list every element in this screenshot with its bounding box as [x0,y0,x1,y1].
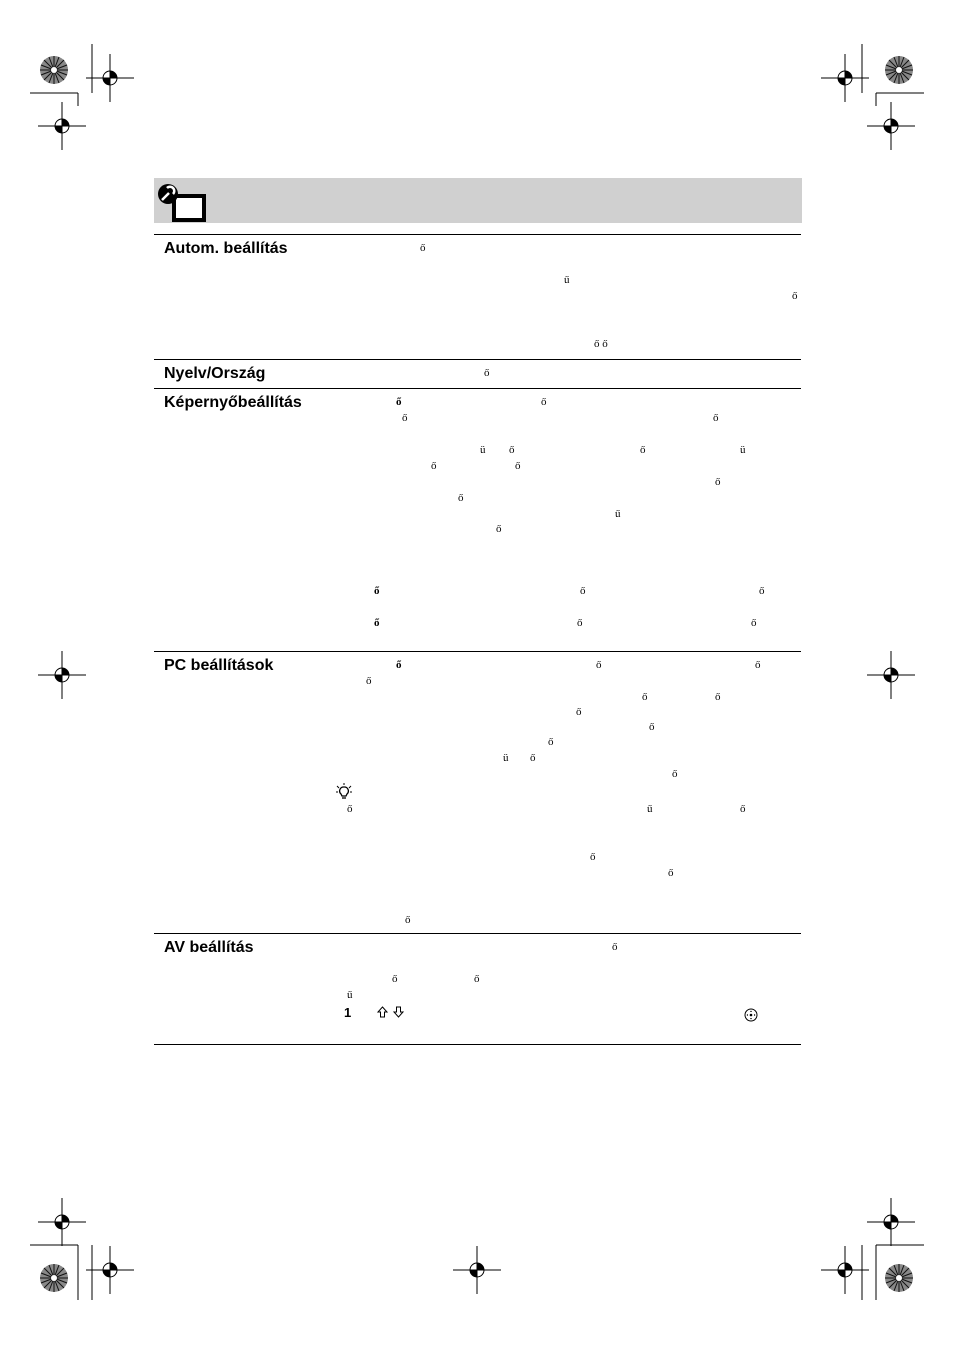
arrow-up-icon [377,1006,388,1018]
text-fragment: ő [576,706,582,718]
text-fragment: ő [715,476,721,488]
section-title-autom: Autom. beállítás [164,240,288,257]
section-title-kepernyo: Képernyőbeállítás [164,394,302,411]
text-fragment: ő [374,617,380,629]
text-fragment: ő [668,867,674,879]
rule-pc [154,651,801,652]
text-fragment: ő [672,768,678,780]
header-band [154,178,802,223]
text-fragment: ő [596,659,602,671]
text-fragment: ü [480,444,486,456]
rule-kepernyo [154,388,801,389]
text-fragment: ő [509,444,515,456]
text-fragment: ő [590,851,596,863]
text-fragment: ű [615,508,621,520]
text-fragment: ő [751,617,757,629]
rule-bottom [154,1044,801,1045]
text-fragment: ű [564,274,570,286]
text-fragment: ő [755,659,761,671]
step-number: 1 [344,1005,352,1020]
section-title-av: AV beállítás [164,939,254,956]
text-fragment: ő [541,396,547,408]
text-fragment: ő [612,941,618,953]
text-fragment: ő [530,752,536,764]
text-fragment: ő [405,914,411,926]
text-fragment: ő [420,242,426,254]
rule-nyelv [154,359,801,360]
text-fragment: ő [792,290,798,302]
text-fragment: ő [642,691,648,703]
text-fragment: ő [474,973,480,985]
text-fragment: ő [374,585,380,597]
arrow-down-icon [393,1006,404,1018]
text-fragment: ő [396,659,402,671]
text-fragment: ő [366,675,372,687]
lightbulb-icon [336,783,352,801]
text-fragment: ő [515,460,521,472]
text-fragment: ő [740,803,746,815]
text-fragment: ű [347,989,353,1001]
text-fragment: ü [740,444,746,456]
text-fragment: ő [496,523,502,535]
text-fragment: ő [458,492,464,504]
text-fragment: ő [715,691,721,703]
text-fragment: ő [431,460,437,472]
text-fragment: ő [713,412,719,424]
text-fragment: ő [484,367,490,379]
text-fragment: ő ő [594,338,608,350]
text-fragment: ő [347,803,353,815]
text-fragment: ő [649,721,655,733]
text-fragment: ő [548,736,554,748]
text-fragment: ő [392,973,398,985]
text-fragment: ő [580,585,586,597]
section-title-pc: PC beállítások [164,657,274,674]
wrench-screen-icon [156,182,208,222]
enter-button-icon [744,1008,758,1022]
text-fragment: ő [577,617,583,629]
text-fragment: ő [402,412,408,424]
text-fragment: ü [503,752,509,764]
text-fragment: ő [396,396,402,408]
rule-top [154,234,801,235]
text-fragment: ő [640,444,646,456]
text-fragment: ő [759,585,765,597]
text-fragment: ű [647,803,653,815]
rule-av [154,933,801,934]
section-title-nyelv: Nyelv/Ország [164,365,266,382]
